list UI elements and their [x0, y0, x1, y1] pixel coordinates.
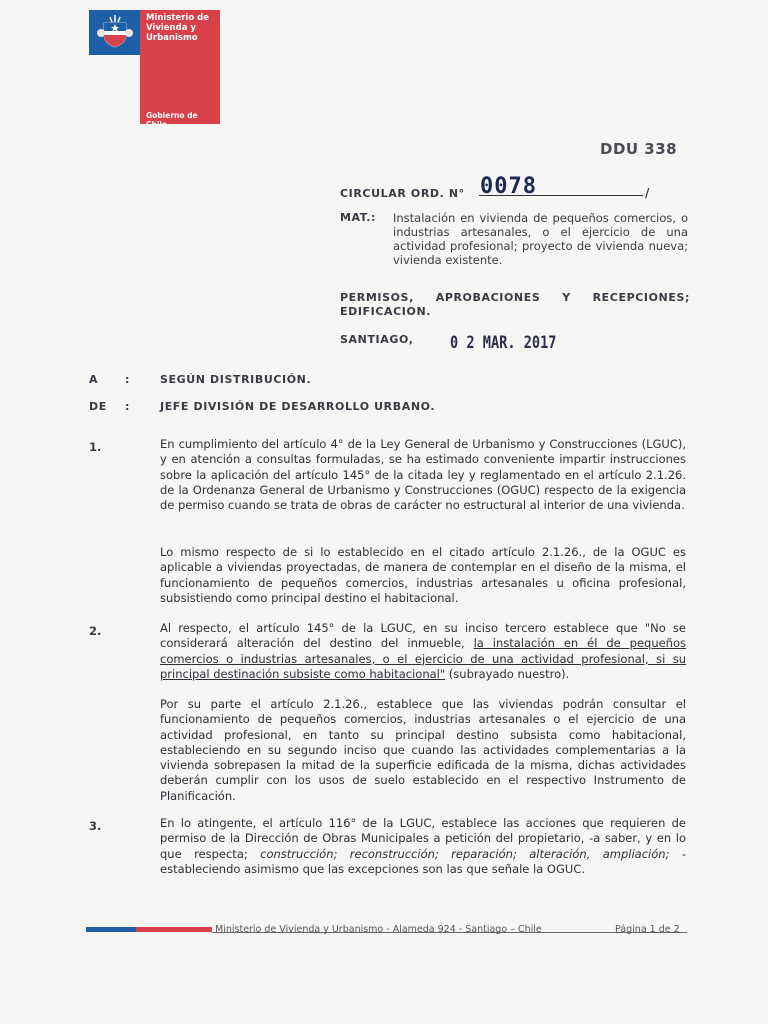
addressee-label: A: [89, 373, 99, 386]
circular-slash: /: [645, 186, 650, 200]
sender-value: JEFE DIVISIÓN DE DESARROLLO URBANO.: [160, 400, 436, 413]
section-2-text-a: Al respecto, el artículo 145° de la LGUC, en su inciso tercero establece que "No se considerará alteración del destino del inmueble,: [160, 621, 686, 651]
addressee-value: SEGÚN DISTRIBUCIÓN.: [160, 373, 312, 386]
addressee-colon: :: [125, 373, 130, 386]
sender-label: DE: [89, 400, 107, 413]
section-number-1: 1.: [89, 440, 102, 454]
section-2-text-b: (subrayado nuestro).: [445, 666, 570, 681]
logo-ministry-name: Ministerio de Vivienda y Urbanismo: [146, 13, 209, 43]
section-number-3: 3.: [89, 819, 102, 833]
date-stamp: 0 2 MAR. 2017: [450, 333, 557, 353]
section-1-paragraph-1: En cumplimiento del artículo 4° de la Ley General de Urbanismo y Construcciones (LGUC), y en atención a consultas formuladas, se ha estimado conveniente impartir instrucciones sobre la aplicación del artículo 145° de la citada ley y reglamentado en el artículo 2.1.26. de la Ordenanza General de Urbanismo y Construcciones (OGUC) respecto de la exigencia de permiso cuando se trata de obras de carácter no estructural al interior de una vivienda.: [160, 437, 686, 513]
section-3-text-b: - estableciendo asimismo que las excepciones son las que señale la OGUC.: [160, 846, 686, 876]
section-3-text-a: En lo atingente, el artículo 116° de la LGUC, establece las acciones que requieren de permiso de la Dirección de Obras Municipales a petición del propietario, -a saber, y en lo que respecta;: [160, 816, 686, 861]
section-2-paragraph-2: Por su parte el artículo 2.1.26., establece que las viviendas podrán consultar el funcionamiento de pequeños comercios, industrias artesanales o el ejercicio de una actividad profesional, en tanto su principal destino subsista como habitacional, estableciendo en su segundo inciso que cuando las actividades complementarias a la vivienda sobrepasen la mitad de la superficie edificada de la misma, dichas actividades deberán cumplir con los usos de suelo establecido en el respectivo Instrumento de Planificación.: [160, 697, 686, 803]
mat-text: Instalación en vivienda de pequeños comercios, o industrias artesanales, o el ejercicio de una actividad profesional; proyecto de vivienda nueva; vivienda existente.: [393, 211, 688, 267]
sender-colon: :: [125, 400, 130, 413]
section-number-2: 2.: [89, 624, 102, 638]
section-3-italic-actions: construcción; reconstrucción; reparación; alteración, ampliación;: [260, 846, 670, 861]
ministry-logo: [89, 10, 220, 129]
footer-address: Ministerio de Vivienda y Urbanismo - Alameda 924 - Santiago – Chile: [215, 924, 542, 935]
section-2-underlined-quote: la instalación en él de pequeños comercios o industrias artesanales, o el ejercicio de una actividad profesional, si su principal destinación subsiste como habitacional": [160, 636, 686, 681]
mat-keywords: PERMISOS, APROBACIONES Y RECEPCIONES; EDIFICACION.: [340, 291, 690, 318]
footer-flag-bar: [86, 927, 212, 932]
section-2-paragraph-1: [160, 621, 686, 682]
document-code: DDU 338: [600, 140, 678, 158]
mat-label: MAT.:: [340, 211, 377, 224]
logo-government-label: Gobierno de Chile: [146, 111, 198, 129]
circular-label: CIRCULAR ORD. N°: [340, 187, 465, 200]
date-label: SANTIAGO,: [340, 333, 414, 346]
circular-number: 0078: [480, 174, 537, 199]
section-3-paragraph-1: [160, 816, 686, 877]
coat-of-arms-icon: [96, 13, 134, 51]
page-number: Página 1 de 2: [615, 924, 680, 935]
section-1-paragraph-2: Lo mismo respecto de si lo establecido en el citado artículo 2.1.26., de la OGUC es aplicable a viviendas proyectadas, de manera de contemplar en el diseño de la misma, el funcionamiento de pequeños comercios, industrias artesanales u oficina profesional, subsistiendo como principal destino el habitacional.: [160, 545, 686, 605]
